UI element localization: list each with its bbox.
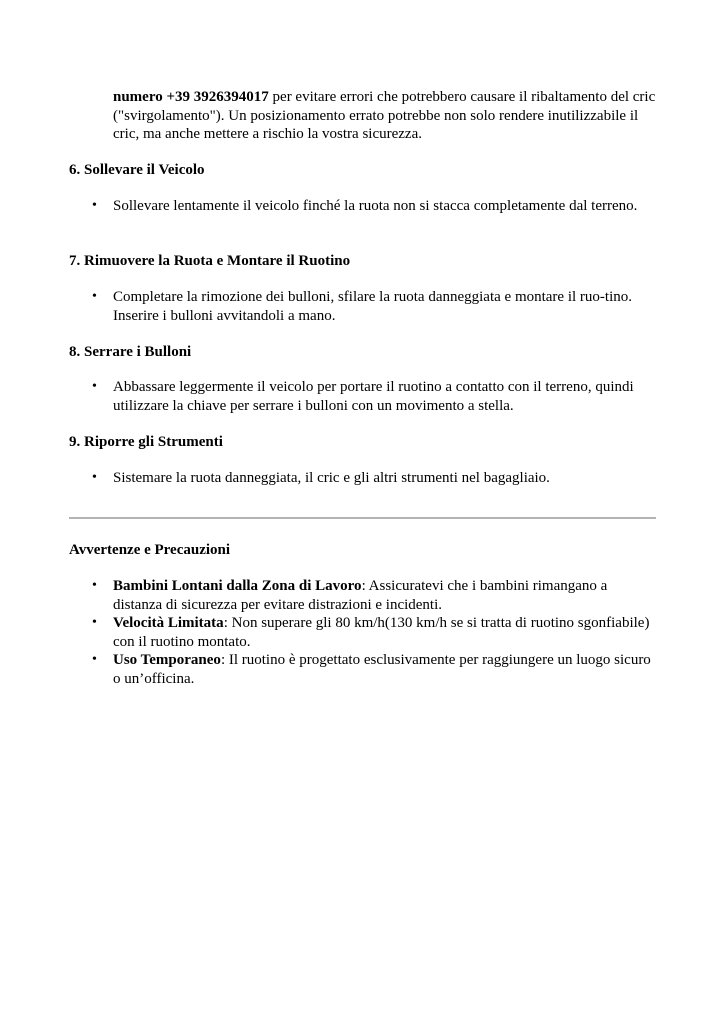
phone-number: numero +39 3926394017 [113,89,269,105]
warning-text: : Non superare gli 80 km/h(130 km/h se si tratta di ruotino sgonfiabile) con il ruotino montato. [113,615,650,650]
intro-paragraph [113,88,658,144]
list-item: • Sistemare la ruota danneggiata, il cric e gli altri strumenti nel bagagliaio. [113,469,658,488]
step-7-heading: 7. Rimuovere la Ruota e Montare il Ruotino [69,253,351,269]
horizontal-divider [69,517,656,519]
warning-label: Uso Temporaneo [113,652,221,668]
warnings-heading: Avvertenze e Precauzioni [69,542,231,558]
list-item: • Completare la rimozione dei bulloni, sfilare la ruota danneggiata e montare il ruo-tino. Inserire i bulloni avvitandoli a mano. [113,288,658,325]
step-9-heading: 9. Riporre gli Strumenti [69,434,223,450]
step-9-list [113,469,658,488]
step-6-heading: 6. Sollevare il Veicolo [69,162,205,178]
intro-text: per evitare errori che potrebbero causare il ribaltamento del cric ("svirgolamento"). Un posizionamento errato potrebbe non solo rendere inutilizzabile il cric, ma anche mettere a rischio la vostra sicurezza. [113,89,656,142]
warning-item-speed [113,614,658,651]
list-item: • Abbassare leggermente il veicolo per portare il ruotino a contatto con il terreno, quindi utilizzare la chiave per serrare i bulloni con un movimento a stella. [113,378,658,415]
warning-text: : Il ruotino è progettato esclusivamente per raggiungere un luogo sicuro o un’officina. [113,652,651,687]
warnings-list [113,577,658,688]
step-6-list [113,197,658,216]
list-item: • Sollevare lentamente il veicolo finché la ruota non si stacca completamente dal terreno. [113,197,658,216]
step-7-list [113,288,658,325]
warning-label: Bambini Lontani dalla Zona di Lavoro [113,578,362,594]
warning-text: : Assicuratevi che i bambini rimangano a distanza di sicurezza per evitare distrazioni e incidenti. [113,578,608,613]
warning-label: Velocità Limitata [113,615,224,631]
step-8-heading: 8. Serrare i Bulloni [69,344,192,360]
warning-item-temporary [113,651,658,688]
step-8-list [113,378,658,415]
warning-item-children [113,577,658,614]
